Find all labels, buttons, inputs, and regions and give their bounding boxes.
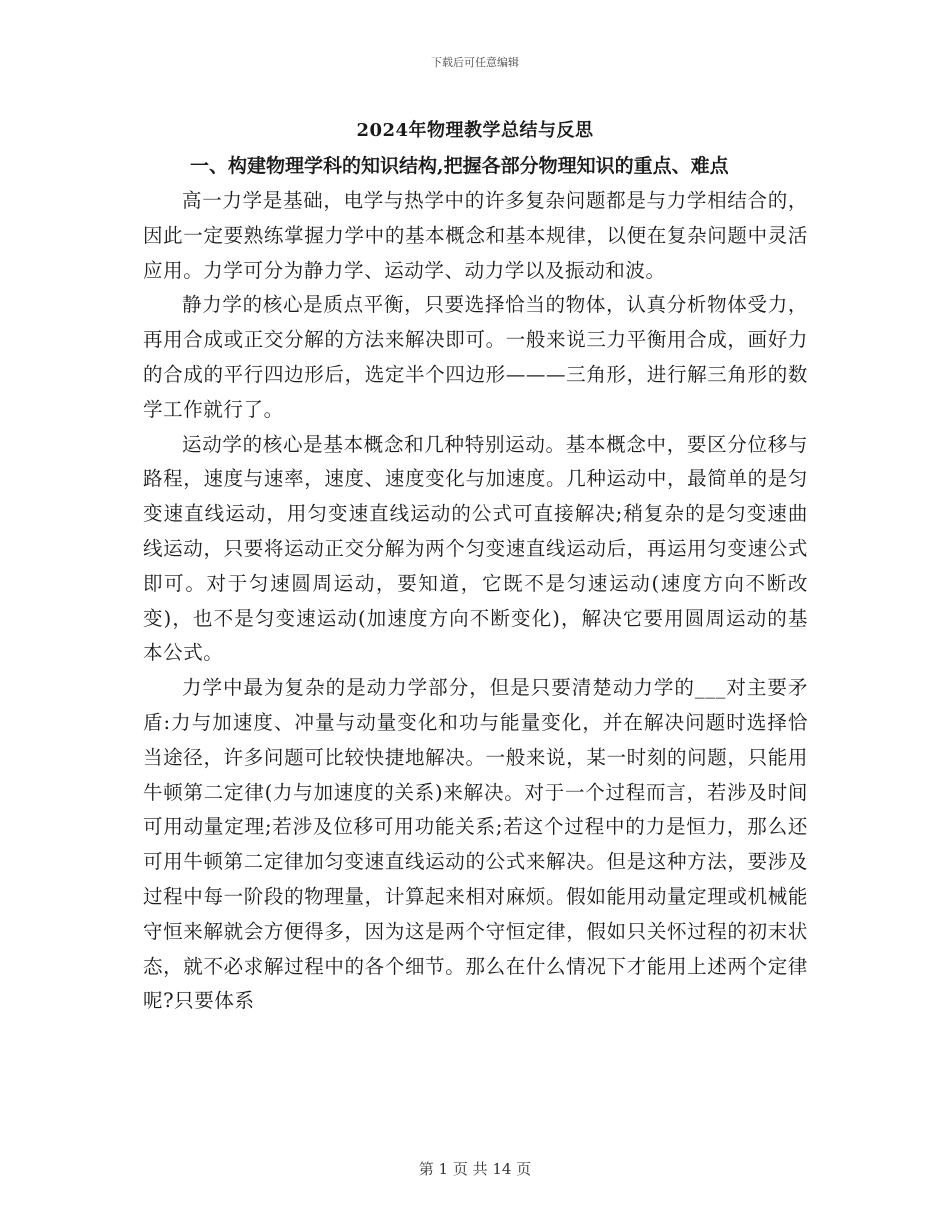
body-text [143,184,808,1019]
section-heading: 一、构建物理学科的知识结构,把握各部分物理知识的重点、难点 [190,155,729,177]
paragraph: 力学中最为复杂的是动力学部分，但是只要清楚动力学的___对主要矛盾:力与加速度、冲量与动量变化和功与能量变化，并在解决问题时选择恰当途径，许多问题可比较快捷地解决。一般来说，某一时刻的问题，只能用牛顿第二定律(力与加速度的关系)来解决。对于一个过程而言，若涉及时间可用动量定理;若涉及位移可用功能关系;若这个过程中的力是恒力，那么还可用牛顿第二定律加匀变速直线运动的公式来解决。但是这种方法，要涉及过程中每一阶段的物理量，计算起来相对麻烦。假如能用动量定理或机械能守恒来解就会方便得多，因为这是两个守恒定律，假如只关怀过程的初末状态，就不必求解过程中的各个细节。那么在什么情况下才能用上述两个定律呢?只要体系 [143,676,808,1013]
page-footer: 第 1 页 共 14 页 [418,1160,532,1178]
paragraph: 静力学的核心是质点平衡，只要选择恰当的物体，认真分析物体受力，再用合成或正交分解的方法来解决即可。一般来说三力平衡用合成，画好力的合成的平行四边形后，选定半个四边形———三角形，进行解三角形的数学工作就行了。 [143,293,808,421]
page-header: 下载后可任意编辑 [431,56,519,69]
paragraph: 运动学的核心是基本概念和几种特别运动。基本概念中，要区分位移与路程，速度与速率，速度、速度变化与加速度。几种运动中，最简单的是匀变速直线运动，用匀变速直线运动的公式可直接解决;稍复杂的是匀变速曲线运动，只要将运动正交分解为两个匀变速直线运动后，再运用匀变速公式即可。对于匀速圆周运动，要知道，它既不是匀速运动(速度方向不断改变)，也不是匀变速运动(加速度方向不断变化)，解决它要用圆周运动的基本公式。 [143,432,808,665]
paragraph: 高一力学是基础，电学与热学中的许多复杂问题都是与力学相结合的，因此一定要熟练掌握力学中的基本概念和基本规律，以便在复杂问题中灵活应用。力学可分为静力学、运动学、动力学以及振动和波。 [143,189,808,282]
document-title: 2024年物理教学总结与反思 [356,120,594,141]
